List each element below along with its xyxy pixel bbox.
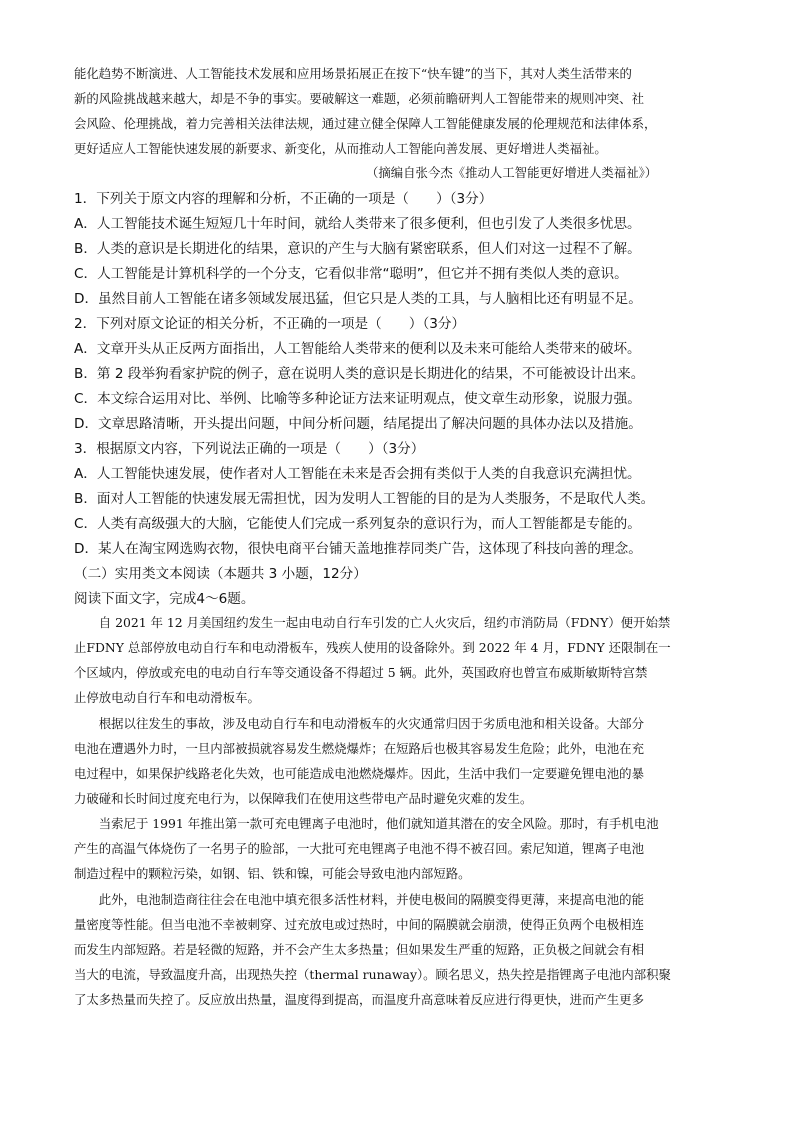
passage-1-line: 会风险、伦理挑战，着力完善相关法律法规，通过建立健全保障人工智能健康发展的伦理规范和法律体系， [74,116,657,131]
passage-2-line: 此外，电池制造商往往会在电池中填充很多活性材料，并使电极间的隔膜变得更薄，来提高电池的能 [74,892,644,907]
passage-1-line: 更好适应人工智能快速发展的新要求、新变化，从而推动人工智能向善发展、更好增进人类福祉。 [74,141,607,156]
question-option: C．人工智能是计算机科学的一个分支，它看似非常“聪明”，但它并不拥有类似人类的意识。 [74,266,628,282]
question-option: D．文章思路清晰，开头提出问题，中间分析问题，结尾提出了解决问题的具体办法以及措施。 [74,416,642,432]
section-instruction: 阅读下面文字，完成4～6题。 [74,591,255,607]
question-option: A．人工智能快速发展，使作者对人工智能在未来是否会拥有类似于人类的自我意识充满担忧。 [74,466,641,482]
passage-2-line: 电池在遭遇外力时，一旦内部被损就容易发生燃烧爆炸；在短路后也极其容易发生危险；此外，电池在充 [74,741,644,756]
passage-2-line: 而发生内部短路。若是轻微的短路，并不会产生太多热量；但如果发生严重的短路，正负极之间就会有相 [74,942,644,957]
passage-2-line: 电过程中，如果保护线路老化失效，也可能造成电池燃烧爆炸。因此，生活中我们一定要避免锂电池的暴 [74,766,644,781]
passage-2-line: 止停放电动自行车和电动滑板车。 [74,690,260,705]
passage-2-line: 了太多热量而失控了。反应放出热量，温度得到提高，而温度升高意味着反应进行得更快，进而产生更多 [74,992,644,1007]
question-stem: 2．下列对原文论证的相关分析，不正确的一项是（ ）（3分） [74,316,466,332]
question-option: B．面对人工智能的快速发展无需担忧，因为发明人工智能的目的是为人类服务，不是取代人类。 [74,491,655,507]
question-option: A．文章开头从正反两方面指出，人工智能给人类带来的便利以及未来可能给人类带来的破坏。 [74,341,641,357]
passage-2-line: 制造过程中的颗粒污染，如钢、铝、铁和镍，可能会导致电池内部短路。 [74,866,471,881]
question-option: D．某人在淘宝网选购衣物，很快电商平台铺天盖地推荐同类广告，这体现了科技向善的理念。 [74,541,642,557]
passage-1-source: （摘编自张今杰《推动人工智能更好增进人类福祉》） [366,165,658,180]
question-stem: 3．根据原文内容，下列说法正确的一项是（ ）（3分） [74,441,425,457]
passage-2-line: 当索尼于 1991 年推出第一款可充电锂离子电池时，他们就知道其潜在的安全风险。那时，有手机电池 [74,816,659,831]
passage-2-line: 量密度等性能。但当电池不幸被刺穿、过充放电或过热时，中间的隔膜就会崩溃，使得正负两个电极相连 [74,917,644,932]
passage-2-line: 止FDNY 总部停放电动自行车和电动滑板车，残疾人使用的设备除外。到 2022 年 4 月，FDNY 还限制在一 [74,640,671,655]
passage-2-line: 个区域内，停放或充电的电动自行车等交通设备不得超过 5 辆。此外，英国政府也曾宣布威斯敏斯特宫禁 [74,665,648,680]
question-option: B．人类的意识是长期进化的结果，意识的产生与大脑有紧密联系，但人们对这一过程不了解。 [74,241,641,257]
question-option: A．人工智能技术诞生短短几十年时间，就给人类带来了很多便利，但也引发了人类很多忧思。 [74,216,641,232]
passage-2-line: 力破碰和长时间过度充电行为，以保障我们在使用这些带电产品时避免灾难的发生。 [74,791,533,806]
question-option: C．人类有高级强大的大脑，它能使人们完成一系列复杂的意识行为，而人工智能都是专能的。 [74,516,641,532]
passage-1-line: 能化趋势不断演进、人工智能技术发展和应用场景拓展正在按下“快车键”的当下，其对人类生活带来的 [74,66,632,81]
section-heading: （二）实用类文本阅读（本题共 3 小题，12分） [74,566,367,582]
passage-1-line: 新的风险挑战越来越大，却是不争的事实。要破解这一难题，必须前瞻研判人工智能带来的规则冲突、社 [74,91,644,106]
passage-2-line: 根据以往发生的事故，涉及电动自行车和电动滑板车的火灾通常归因于劣质电池和相关设备。大部分 [74,716,644,731]
question-option: C．本文综合运用对比、举例、比喻等多种论证方法来证明观点，使文章生动形象，说服力强。 [74,391,641,407]
question-option: B．第 2 段举狗看家护院的例子，意在说明人类的意识是长期进化的结果，不可能被设计出来。 [74,366,645,382]
passage-2-line: 当大的电流，导致温度升高，出现热失控（thermal runaway）。顾名思义，热失控是指锂离子电池内部积聚 [74,967,671,982]
passage-2-line: 产生的高温气体烧伤了一名男子的脸部，一大批可充电锂离子电池不得不被召回。索尼知道，锂离子电池 [74,841,644,856]
question-stem: 1．下列关于原文内容的理解和分析，不正确的一项是（ ）（3分） [74,191,493,207]
passage-2-line: 自 2021 年 12 月美国纽约发生一起由电动自行车引发的亡人火灾后，纽约市消防局（FDNY）便开始禁 [74,615,671,630]
question-option: D．虽然目前人工智能在诸多领域发展迅猛，但它只是人类的工具，与人脑相比还有明显不足。 [74,291,642,307]
